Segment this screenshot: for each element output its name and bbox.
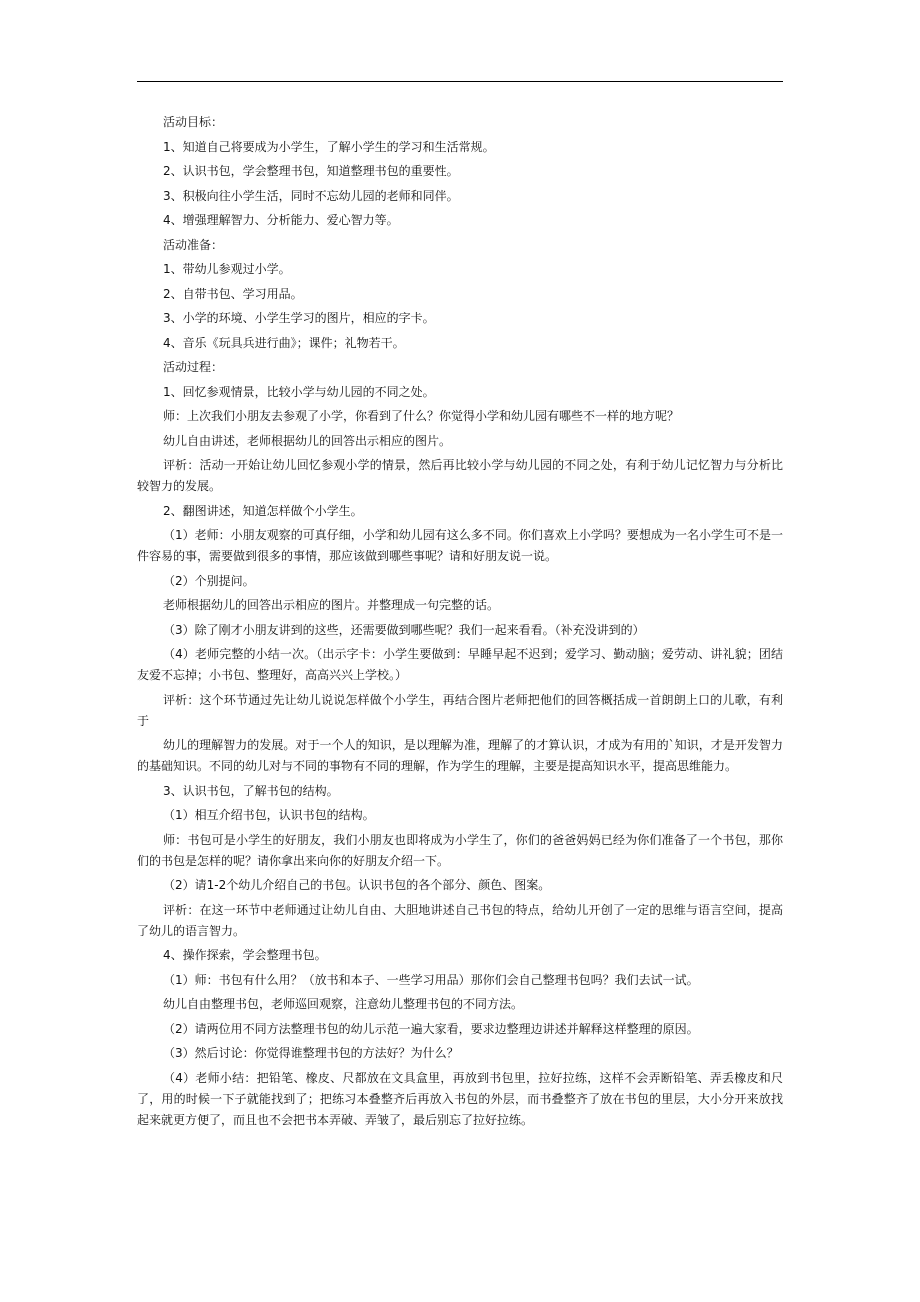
goal-item: 2、认识书包，学会整理书包，知道整理书包的重要性。: [163, 164, 459, 178]
body-paragraph: 师：书包可是小学生的好朋友，我们小朋友也即将成为小学生了，你们的爸爸妈妈已经为你们准备了一个书包，那你们的书包是怎样的呢？请你拿出来向你的好朋友介绍一下。: [137, 832, 783, 868]
body-paragraph: （2）请两位用不同方法整理书包的幼儿示范一遍大家看，要求边整理边讲述并解释这样整理的原因。: [163, 1021, 699, 1036]
commentary-paragraph: 评析：这个环节通过先让幼儿说说怎样做个小学生，再结合图片老师把他们的回答概括成一首朗朗上口的儿歌，有利于: [137, 692, 783, 728]
body-paragraph: （1）相互介绍书包，认识书包的结构。: [163, 808, 375, 822]
goal-item: 3、积极向往小学生活，同时不忘幼儿园的老师和同伴。: [163, 188, 459, 203]
body-paragraph: 幼儿自由整理书包，老师巡回观察，注意幼儿整理书包的不同方法。: [163, 997, 524, 1011]
section-heading-goals: 活动目标：: [163, 115, 224, 129]
preparation-item: 2、自带书包、学习用品。: [163, 286, 303, 301]
document-body: [137, 110, 783, 1132]
process-step-heading: 2、翻图讲述，知道怎样做个小学生。: [163, 503, 363, 518]
body-paragraph: （3）然后讨论：你觉得谁整理书包的方法好？为什么？: [163, 1046, 459, 1060]
section-heading-preparation: 活动准备：: [163, 237, 224, 252]
commentary-paragraph: 评析：在这一环节中老师通过让幼儿自由、大胆地讲述自己书包的特点，给幼儿开创了一定的思维与语言空间，提高了幼儿的语言智力。: [137, 902, 783, 938]
body-paragraph: （3）除了刚才小朋友讲到的这些，还需要做到哪些呢？我们一起来看看。（补充没讲到的）: [163, 622, 645, 637]
process-step-heading: 3、认识书包，了解书包的结构。: [163, 783, 339, 798]
preparation-item: 1、带幼儿参观过小学。: [163, 262, 291, 276]
body-paragraph: 师：上次我们小朋友去参观了小学，你看到了什么？你觉得小学和幼儿园有哪些不一样的地方呢？: [163, 409, 680, 423]
body-paragraph: 老师根据幼儿的回答出示相应的图片。并整理成一句完整的话。: [163, 598, 500, 612]
body-paragraph: （4）老师小结：把铅笔、橡皮、尺都放在文具盒里，再放到书包里，拉好拉练，这样不会弄断铅笔、弄丢橡皮和尺了，用的时候一下子就能找到了；把练习本叠整齐后再放入书包的外层，而书叠整齐了放在书包的里层，大小分开来放找起来就更方便了，而且也不会把书本弄破、弄皱了，最后别忘了拉好拉练。: [137, 1070, 783, 1127]
goal-item: 1、知道自己将要成为小学生，了解小学生的学习和生活常规。: [163, 139, 495, 154]
commentary-paragraph: 评析：活动一开始让幼儿回忆参观小学的情景，然后再比较小学与幼儿园的不同之处，有利于幼儿记忆智力与分析比较智力的发展。: [137, 458, 783, 493]
body-paragraph: （2）个别提问。: [163, 573, 255, 588]
process-step-heading: 1、回忆参观情景，比较小学与幼儿园的不同之处。: [163, 384, 435, 399]
body-paragraph: 幼儿自由讲述，老师根据幼儿的回答出示相应的图片。: [163, 433, 452, 448]
body-paragraph: （4）老师完整的小结一次。（出示字卡：小学生要做到：早睡早起不迟到；爱学习、勤动脑；爱劳动、讲礼貌；团结友爱不忘掉；小书包、整理好，高高兴兴上学校。）: [137, 647, 783, 682]
preparation-item: 4、音乐《玩具兵进行曲》；课件；礼物若干。: [163, 335, 405, 350]
preparation-item: 3、小学的环境、小学生学习的图片，相应的字卡。: [163, 311, 435, 325]
body-paragraph: （1）师：书包有什么用？（放书和本子、一些学习用品）那你们会自己整理书包吗？我们去试一试。: [163, 972, 699, 987]
header-rule: [137, 81, 783, 82]
section-heading-process: 活动过程：: [163, 360, 224, 374]
body-paragraph: （2）请1-2个幼儿介绍自己的书包。认识书包的各个部分、颜色、图案。: [163, 878, 551, 892]
goal-item: 4、增强理解智力、分析能力、爱心智力等。: [163, 213, 399, 227]
body-paragraph: 幼儿的理解智力的发展。对于一个人的知识，是以理解为准，理解了的才算认识，才成为有用的`知识，才是开发智力的基础知识。不同的幼儿对与不同的事物有不同的理解，作为学生的理解，主要是提高知识水平，提高思维能力。: [137, 738, 783, 773]
process-step-heading: 4、操作探索，学会整理书包。: [163, 948, 327, 962]
body-paragraph: （1）老师：小朋友观察的可真仔细，小学和幼儿园有这么多不同。你们喜欢上小学吗？要想成为一名小学生可不是一件容易的事，需要做到很多的事情，那应该做到哪些事呢？请和好朋友说一说。: [137, 528, 783, 563]
